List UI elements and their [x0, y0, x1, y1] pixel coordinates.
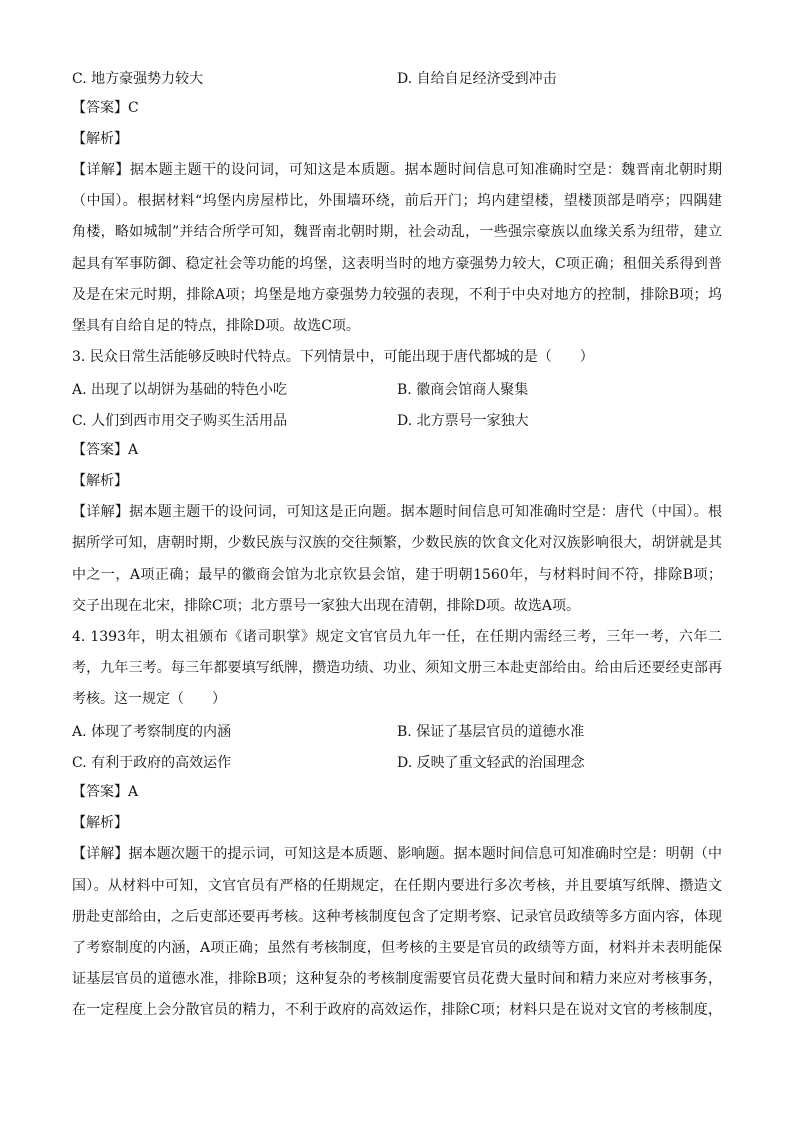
q4-analysis-label: 【解析】: [72, 815, 128, 832]
q3-detail-line: 【详解】据本题主题干的设问词，可知这是正向题。据本题时间信息可知准确时空是：唐代（中国）。根: [72, 504, 722, 521]
q2-options-cd: [72, 62, 722, 93]
q2-detail-line: 堡具有自给自足的特点，排除D项。故选C项。: [72, 317, 360, 334]
q4-options-ab: [72, 715, 722, 746]
q4-option-b: B. 保证了基层官员的道德水准: [397, 723, 585, 740]
q4-detail-line: 了考察制度的内涵，A项正确；虽然有考核制度，但考核的主要是官员的政绩等方面，材料并未表明能保: [72, 940, 722, 956]
q3-option-c: C. 人们到西市用交子购买生活用品: [72, 412, 288, 429]
q3-answer: [72, 435, 722, 466]
q3-detail-line: 据所学可知，唐朝时期，少数民族与汉族的交往频繁，少数民族的饮食文化对汉族影响很大，胡饼就是其: [72, 535, 722, 552]
q4-option-c: C. 有利于政府的高效运作: [72, 754, 232, 771]
q4-detail-line: 国）。从材料中可知，文官官员有严格的任期规定，在任期内要进行多次考核，并且要填写纸牌、攒造文: [72, 877, 722, 894]
q4-option-a: A. 体现了考察制度的内涵: [72, 723, 232, 740]
q2-answer-value: C: [128, 100, 139, 116]
q4-options-cd: [72, 746, 722, 777]
q3-detail: [72, 497, 722, 622]
q2-detail: [72, 155, 722, 342]
q3-detail-line: 交子出现在北宋，排除C项；北方票号一家独大出现在清朝，排除D项。故选A项。: [72, 597, 581, 614]
q4-detail-line: 【详解】据本题次题干的提示词，可知这是本质题、影响题。据本题时间信息可知准确时空是：明朝（中: [72, 846, 722, 863]
q2-option-d: D. 自给自足经济受到冲击: [397, 70, 557, 87]
q3-answer-label: 【答案】: [72, 442, 128, 459]
q4-answer-label: 【答案】: [72, 784, 128, 801]
page-content: [72, 62, 722, 1027]
q4-stem-line: 考核。这一规定（ ）: [72, 691, 226, 708]
q2-option-c: C. 地方豪强势力较大: [72, 70, 204, 87]
q4-stem: [72, 622, 722, 716]
q3-option-b: B. 徽商会馆商人聚集: [397, 381, 529, 398]
q3-option-a: A. 出现了以胡饼为基础的特色小吃: [72, 381, 288, 398]
q3-stem: 3. 民众日常生活能够反映时代特点。下列情景中，可能出现于唐代都城的是（ ）: [72, 349, 594, 366]
q4-option-d: D. 反映了重文轻武的治国理念: [397, 754, 585, 771]
q3-option-d: D. 北方票号一家独大: [397, 412, 529, 429]
q4-answer: [72, 777, 722, 808]
q4-detail: [72, 839, 722, 1026]
q3-analysis-label: 【解析】: [72, 473, 128, 490]
q2-detail-line: 及是在宋元时期，排除A项；坞堡是地方豪强势力较强的表现，不利于中央对地方的控制，排除B项；坞: [72, 286, 722, 303]
q3-detail-line: 中之一，A项正确；最早的徽商会馆为北京钦县会馆，建于明朝1560年，与材料时间不符，排除B项；: [72, 566, 722, 583]
q4-stem-line: 考，九年三考。每三年都要填写纸牌，攒造功绩、功业、须知文册三本赴吏部给由。给由后还要经吏部再: [72, 660, 722, 677]
q4-detail-line: 证基层官员的道德水准，排除B项；这种复杂的考核制度需要官员花费大量时间和精力来应对考核事务，: [72, 971, 722, 988]
q2-analysis-label: 【解析】: [72, 131, 128, 147]
q2-detail-line: 【详解】据本题主题干的设问词，可知这是本质题。据本题时间信息可知准确时空是：魏晋南北朝时期: [72, 162, 722, 178]
q4-detail-line: 在一定程度上会分散官员的精力，不利于政府的高效运作，排除C项；材料只是在说对文官的考核制度，: [72, 1002, 722, 1019]
q2-answer: [72, 93, 722, 124]
q4-detail-line: 册赴吏部给由，之后吏部还要再考核。这种考核制度包含了定期考察、记录官员政绩等多方面内容，体现: [72, 908, 722, 925]
q3-answer-value: A: [128, 442, 139, 459]
q2-detail-line: 起具有军事防御、稳定社会等功能的坞堡，这表明当时的地方豪强势力较大，C项正确；租佃关系得到普: [72, 255, 722, 272]
q2-detail-line: 角楼，略如城制”并结合所学可知，魏晋南北朝时期，社会动乱，一些强宗豪族以血缘关系为纽带，建立: [72, 224, 722, 241]
q3-options-ab: [72, 373, 722, 404]
q2-detail-line: （中国）。根据材料“坞堡内房屋栉比，外围墙环绕，前后开门；坞内建望楼，望楼顶部是哨亭；四隅建: [72, 193, 722, 210]
q2-answer-label: 【答案】: [72, 100, 128, 116]
q4-stem-line: 4. 1393年，明太祖颁布《诸司职掌》规定文官官员九年一任，在任期内需经三考，三年一考，六年二: [72, 628, 722, 645]
q4-answer-value: A: [128, 784, 139, 801]
q3-options-cd: [72, 404, 722, 435]
